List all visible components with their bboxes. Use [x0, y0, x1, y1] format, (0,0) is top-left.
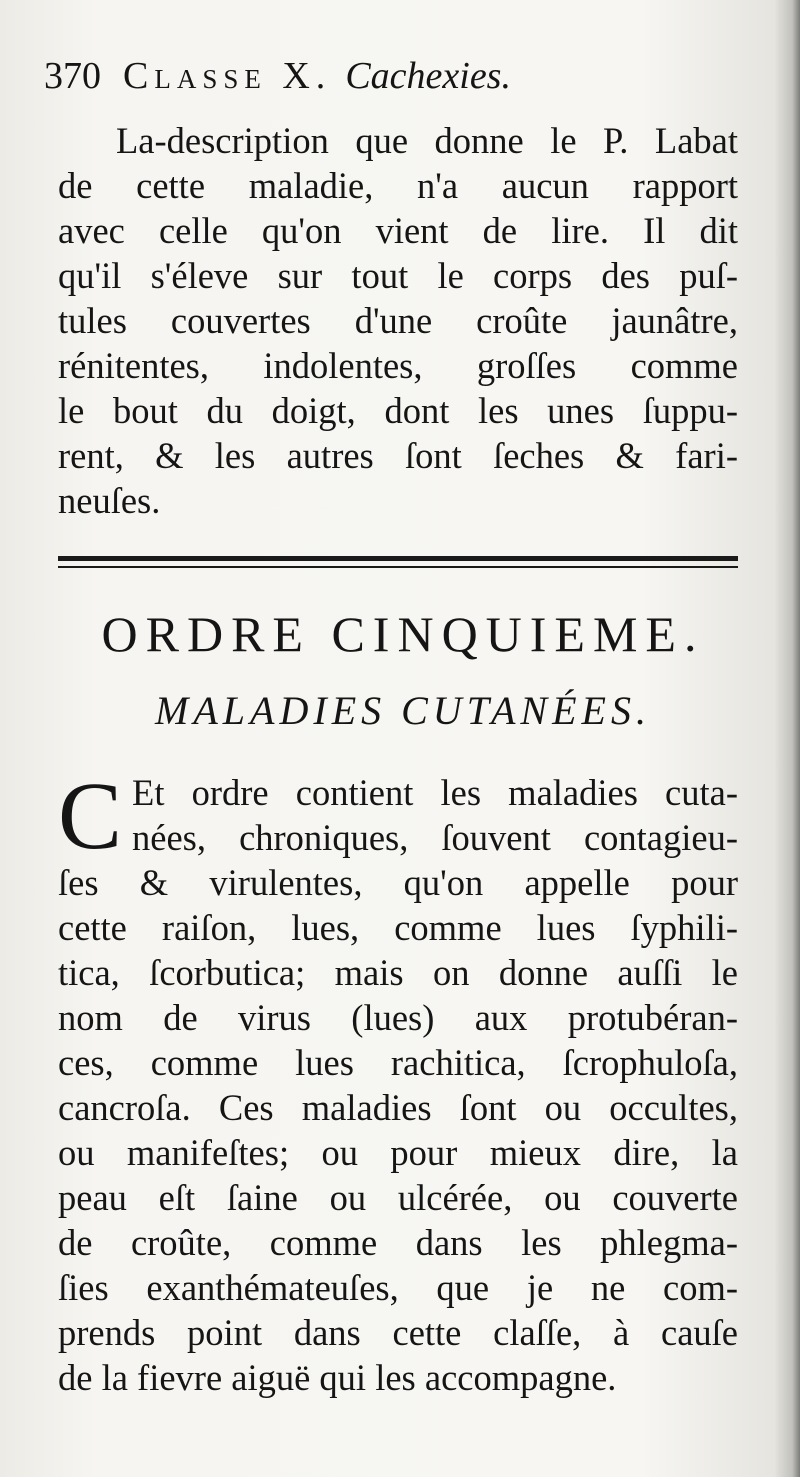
page-number: 370	[44, 55, 101, 97]
text-line: La-description que donne le P. Labat	[116, 120, 738, 161]
text-line: de la fievre aiguë qui les accompagne.	[58, 1357, 617, 1398]
text-line: peau eſt ſaine ou ulcérée, ou couverte	[58, 1177, 738, 1218]
drop-cap: C	[58, 762, 123, 869]
text-line: cette raiſon, lues, comme lues ſyphili-	[58, 907, 738, 948]
text-line: rénitentes, indolentes, groſſes comme	[58, 345, 738, 386]
text-line: ces, comme lues rachitica, ſcrophuloſa,	[58, 1042, 738, 1083]
paragraph-labat	[58, 118, 738, 523]
order-title: ORDRE CINQUIEME.	[101, 606, 705, 662]
section-divider-thin	[58, 566, 738, 568]
text-line: nom de virus (lues) aux protubéran-	[58, 997, 738, 1038]
text-line: tules couvertes d'une croûte jaunâtre,	[58, 300, 738, 341]
text-line: cancroſa. Ces maladies ſont ou occultes,	[58, 1087, 738, 1128]
text-line: ou manifeſtes; ou pour mieux dire, la	[58, 1132, 738, 1173]
text-line: Et ordre contient les maladies cuta-	[132, 772, 738, 813]
text-line: le bout du doigt, dont les unes ſuppu-	[58, 390, 738, 431]
text-line: ſies exanthémateuſes, que je ne com-	[58, 1267, 738, 1308]
text-line: qu'il s'éleve sur tout le corps des puſ-	[58, 255, 738, 296]
text-line: tica, ſcorbutica; mais on donne auſſi le	[58, 952, 738, 993]
page-edge-shadow	[774, 0, 800, 1477]
text-line: rent, & les autres ſont ſeches & fari-	[58, 435, 738, 476]
paragraph-order	[58, 762, 738, 1400]
class-label: Classe X.	[123, 55, 332, 97]
text-line: neuſes.	[58, 480, 161, 521]
section-subtitle: MALADIES CUTANÉES.	[155, 688, 651, 733]
text-line: ſes & virulentes, qu'on appelle pour	[58, 862, 738, 903]
text-line: nées, chroniques, ſouvent contagieu-	[132, 817, 738, 858]
text-line: de cette maladie, n'a aucun rapport	[58, 165, 738, 206]
section-divider	[58, 556, 738, 561]
text-line: de croûte, comme dans les phlegma-	[58, 1222, 738, 1263]
text-line: avec celle qu'on vient de lire. Il dit	[58, 210, 738, 251]
text-line: prends point dans cette claſſe, à cauſe	[58, 1312, 738, 1353]
header-title: Cachexies.	[345, 55, 511, 97]
running-header	[44, 52, 744, 100]
